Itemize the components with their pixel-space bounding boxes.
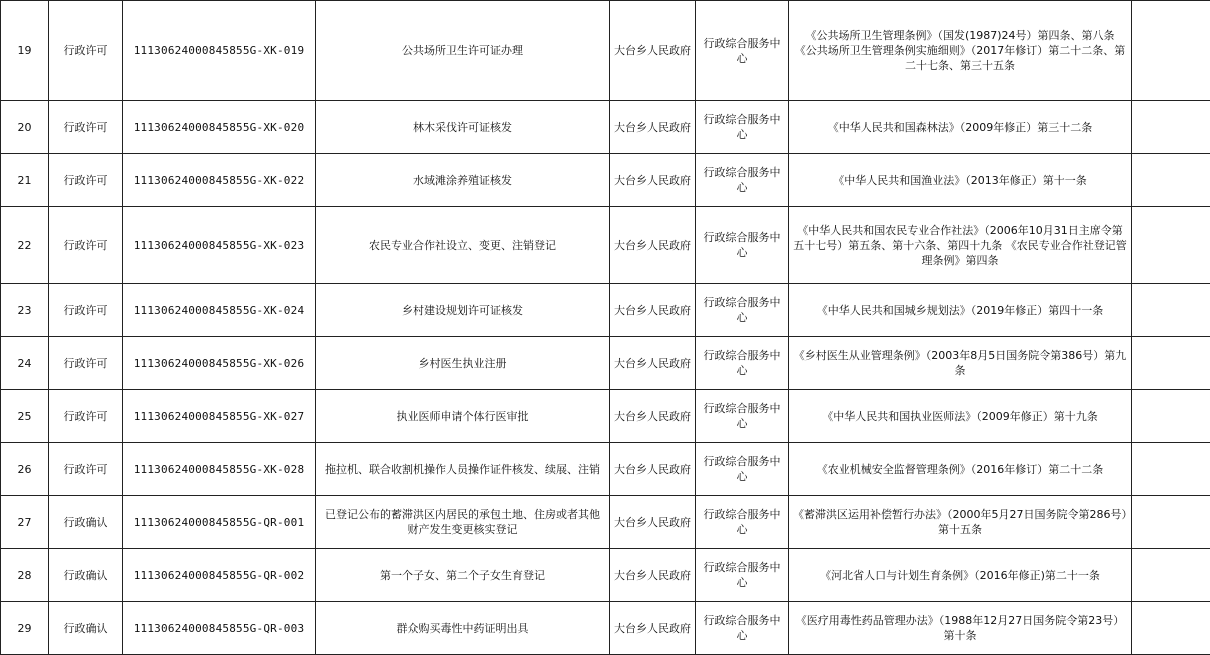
responsible-government-cell: 大台乡人民政府 (610, 496, 696, 549)
row-number-cell: 20 (1, 101, 49, 154)
row-number-cell: 27 (1, 496, 49, 549)
item-type-cell: 行政许可 (49, 101, 123, 154)
item-name-cell: 林木采伐许可证核发 (316, 101, 610, 154)
item-type-cell: 行政确认 (49, 496, 123, 549)
row-number-cell: 22 (1, 207, 49, 284)
item-name-cell: 乡村医生执业注册 (316, 337, 610, 390)
table-row (1, 101, 1210, 154)
item-code-cell: 11130624000845855G-XK-019 (123, 1, 316, 101)
responsible-government-cell: 大台乡人民政府 (610, 549, 696, 602)
legal-basis-cell: 《中华人民共和国执业医师法》（2009年修正）第十九条 (789, 390, 1132, 443)
remarks-cell (1132, 1, 1210, 101)
row-number-cell: 23 (1, 284, 49, 337)
responsible-government-cell: 大台乡人民政府 (610, 337, 696, 390)
remarks-cell (1132, 443, 1210, 496)
legal-basis-cell: 《乡村医生从业管理条例》（2003年8月5日国务院令第386号）第九条 (789, 337, 1132, 390)
responsible-government-cell: 大台乡人民政府 (610, 443, 696, 496)
table-row (1, 154, 1210, 207)
legal-basis-cell: 《医疗用毒性药品管理办法》（1988年12月27日国务院令第23号）第十条 (789, 602, 1132, 655)
row-number-cell: 26 (1, 443, 49, 496)
item-name-cell: 执业医师申请个体行医审批 (316, 390, 610, 443)
item-name-cell: 群众购买毒性中药证明出具 (316, 602, 610, 655)
legal-basis-cell: 《农业机械安全监督管理条例》（2016年修订）第二十二条 (789, 443, 1132, 496)
table-body (1, 1, 1210, 655)
item-type-cell: 行政许可 (49, 154, 123, 207)
item-name-cell: 农民专业合作社设立、变更、注销登记 (316, 207, 610, 284)
item-code-cell: 11130624000845855G-QR-002 (123, 549, 316, 602)
handling-department-cell: 行政综合服务中心 (696, 549, 789, 602)
table-row (1, 443, 1210, 496)
table-row (1, 602, 1210, 655)
responsible-government-cell: 大台乡人民政府 (610, 602, 696, 655)
handling-department-cell: 行政综合服务中心 (696, 602, 789, 655)
item-code-cell: 11130624000845855G-QR-001 (123, 496, 316, 549)
handling-department-cell: 行政综合服务中心 (696, 390, 789, 443)
remarks-cell (1132, 390, 1210, 443)
table-row (1, 496, 1210, 549)
row-number-cell: 29 (1, 602, 49, 655)
responsible-government-cell: 大台乡人民政府 (610, 284, 696, 337)
item-name-cell: 公共场所卫生许可证办理 (316, 1, 610, 101)
item-name-cell: 第一个子女、第二个子女生育登记 (316, 549, 610, 602)
item-name-cell: 乡村建设规划许可证核发 (316, 284, 610, 337)
item-code-cell: 11130624000845855G-XK-022 (123, 154, 316, 207)
item-type-cell: 行政确认 (49, 602, 123, 655)
item-name-cell: 已登记公布的蓄滞洪区内居民的承包土地、住房或者其他财产发生变更核实登记 (316, 496, 610, 549)
item-type-cell: 行政许可 (49, 207, 123, 284)
handling-department-cell: 行政综合服务中心 (696, 207, 789, 284)
remarks-cell (1132, 337, 1210, 390)
item-type-cell: 行政许可 (49, 443, 123, 496)
responsible-government-cell: 大台乡人民政府 (610, 1, 696, 101)
remarks-cell (1132, 207, 1210, 284)
row-number-cell: 25 (1, 390, 49, 443)
item-code-cell: 11130624000845855G-XK-026 (123, 337, 316, 390)
responsible-government-cell: 大台乡人民政府 (610, 207, 696, 284)
table-row (1, 390, 1210, 443)
legal-basis-cell: 《蓄滞洪区运用补偿暂行办法》（2000年5月27日国务院令第286号）第十五条 (789, 496, 1132, 549)
responsible-government-cell: 大台乡人民政府 (610, 101, 696, 154)
handling-department-cell: 行政综合服务中心 (696, 1, 789, 101)
table-row (1, 1, 1210, 101)
row-number-cell: 21 (1, 154, 49, 207)
item-type-cell: 行政许可 (49, 1, 123, 101)
item-name-cell: 水域滩涂养殖证核发 (316, 154, 610, 207)
item-code-cell: 11130624000845855G-QR-003 (123, 602, 316, 655)
legal-basis-cell: 《河北省人口与计划生育条例》（2016年修正)第二十一条 (789, 549, 1132, 602)
row-number-cell: 19 (1, 1, 49, 101)
handling-department-cell: 行政综合服务中心 (696, 337, 789, 390)
remarks-cell (1132, 602, 1210, 655)
legal-basis-cell: 《中华人民共和国城乡规划法》（2019年修正）第四十一条 (789, 284, 1132, 337)
remarks-cell (1132, 496, 1210, 549)
item-code-cell: 11130624000845855G-XK-020 (123, 101, 316, 154)
remarks-cell (1132, 284, 1210, 337)
table-row (1, 337, 1210, 390)
table-row (1, 207, 1210, 284)
item-name-cell: 拖拉机、联合收割机操作人员操作证件核发、续展、注销 (316, 443, 610, 496)
legal-basis-cell: 《中华人民共和国农民专业合作社法》（2006年10月31日主席令第五十七号）第五条、第十六条、第四十九条 《农民专业合作社登记管理条例》第四条 (789, 207, 1132, 284)
legal-basis-cell: 《公共场所卫生管理条例》（国发(1987)24号）第四条、第八条 《公共场所卫生管理条例实施细则》（2017年修订）第二十二条、第二十七条、第三十五条 (789, 1, 1132, 101)
row-number-cell: 24 (1, 337, 49, 390)
item-type-cell: 行政确认 (49, 549, 123, 602)
handling-department-cell: 行政综合服务中心 (696, 284, 789, 337)
item-type-cell: 行政许可 (49, 284, 123, 337)
remarks-cell (1132, 549, 1210, 602)
legal-basis-cell: 《中华人民共和国森林法》（2009年修正）第三十二条 (789, 101, 1132, 154)
item-code-cell: 11130624000845855G-XK-028 (123, 443, 316, 496)
responsible-government-cell: 大台乡人民政府 (610, 154, 696, 207)
row-number-cell: 28 (1, 549, 49, 602)
item-type-cell: 行政许可 (49, 337, 123, 390)
remarks-cell (1132, 154, 1210, 207)
responsible-government-cell: 大台乡人民政府 (610, 390, 696, 443)
remarks-cell (1132, 101, 1210, 154)
handling-department-cell: 行政综合服务中心 (696, 154, 789, 207)
handling-department-cell: 行政综合服务中心 (696, 101, 789, 154)
handling-department-cell: 行政综合服务中心 (696, 496, 789, 549)
item-code-cell: 11130624000845855G-XK-023 (123, 207, 316, 284)
table-row (1, 284, 1210, 337)
legal-basis-cell: 《中华人民共和国渔业法》（2013年修正）第十一条 (789, 154, 1132, 207)
item-code-cell: 11130624000845855G-XK-024 (123, 284, 316, 337)
item-type-cell: 行政许可 (49, 390, 123, 443)
table-row (1, 549, 1210, 602)
item-code-cell: 11130624000845855G-XK-027 (123, 390, 316, 443)
handling-department-cell: 行政综合服务中心 (696, 443, 789, 496)
